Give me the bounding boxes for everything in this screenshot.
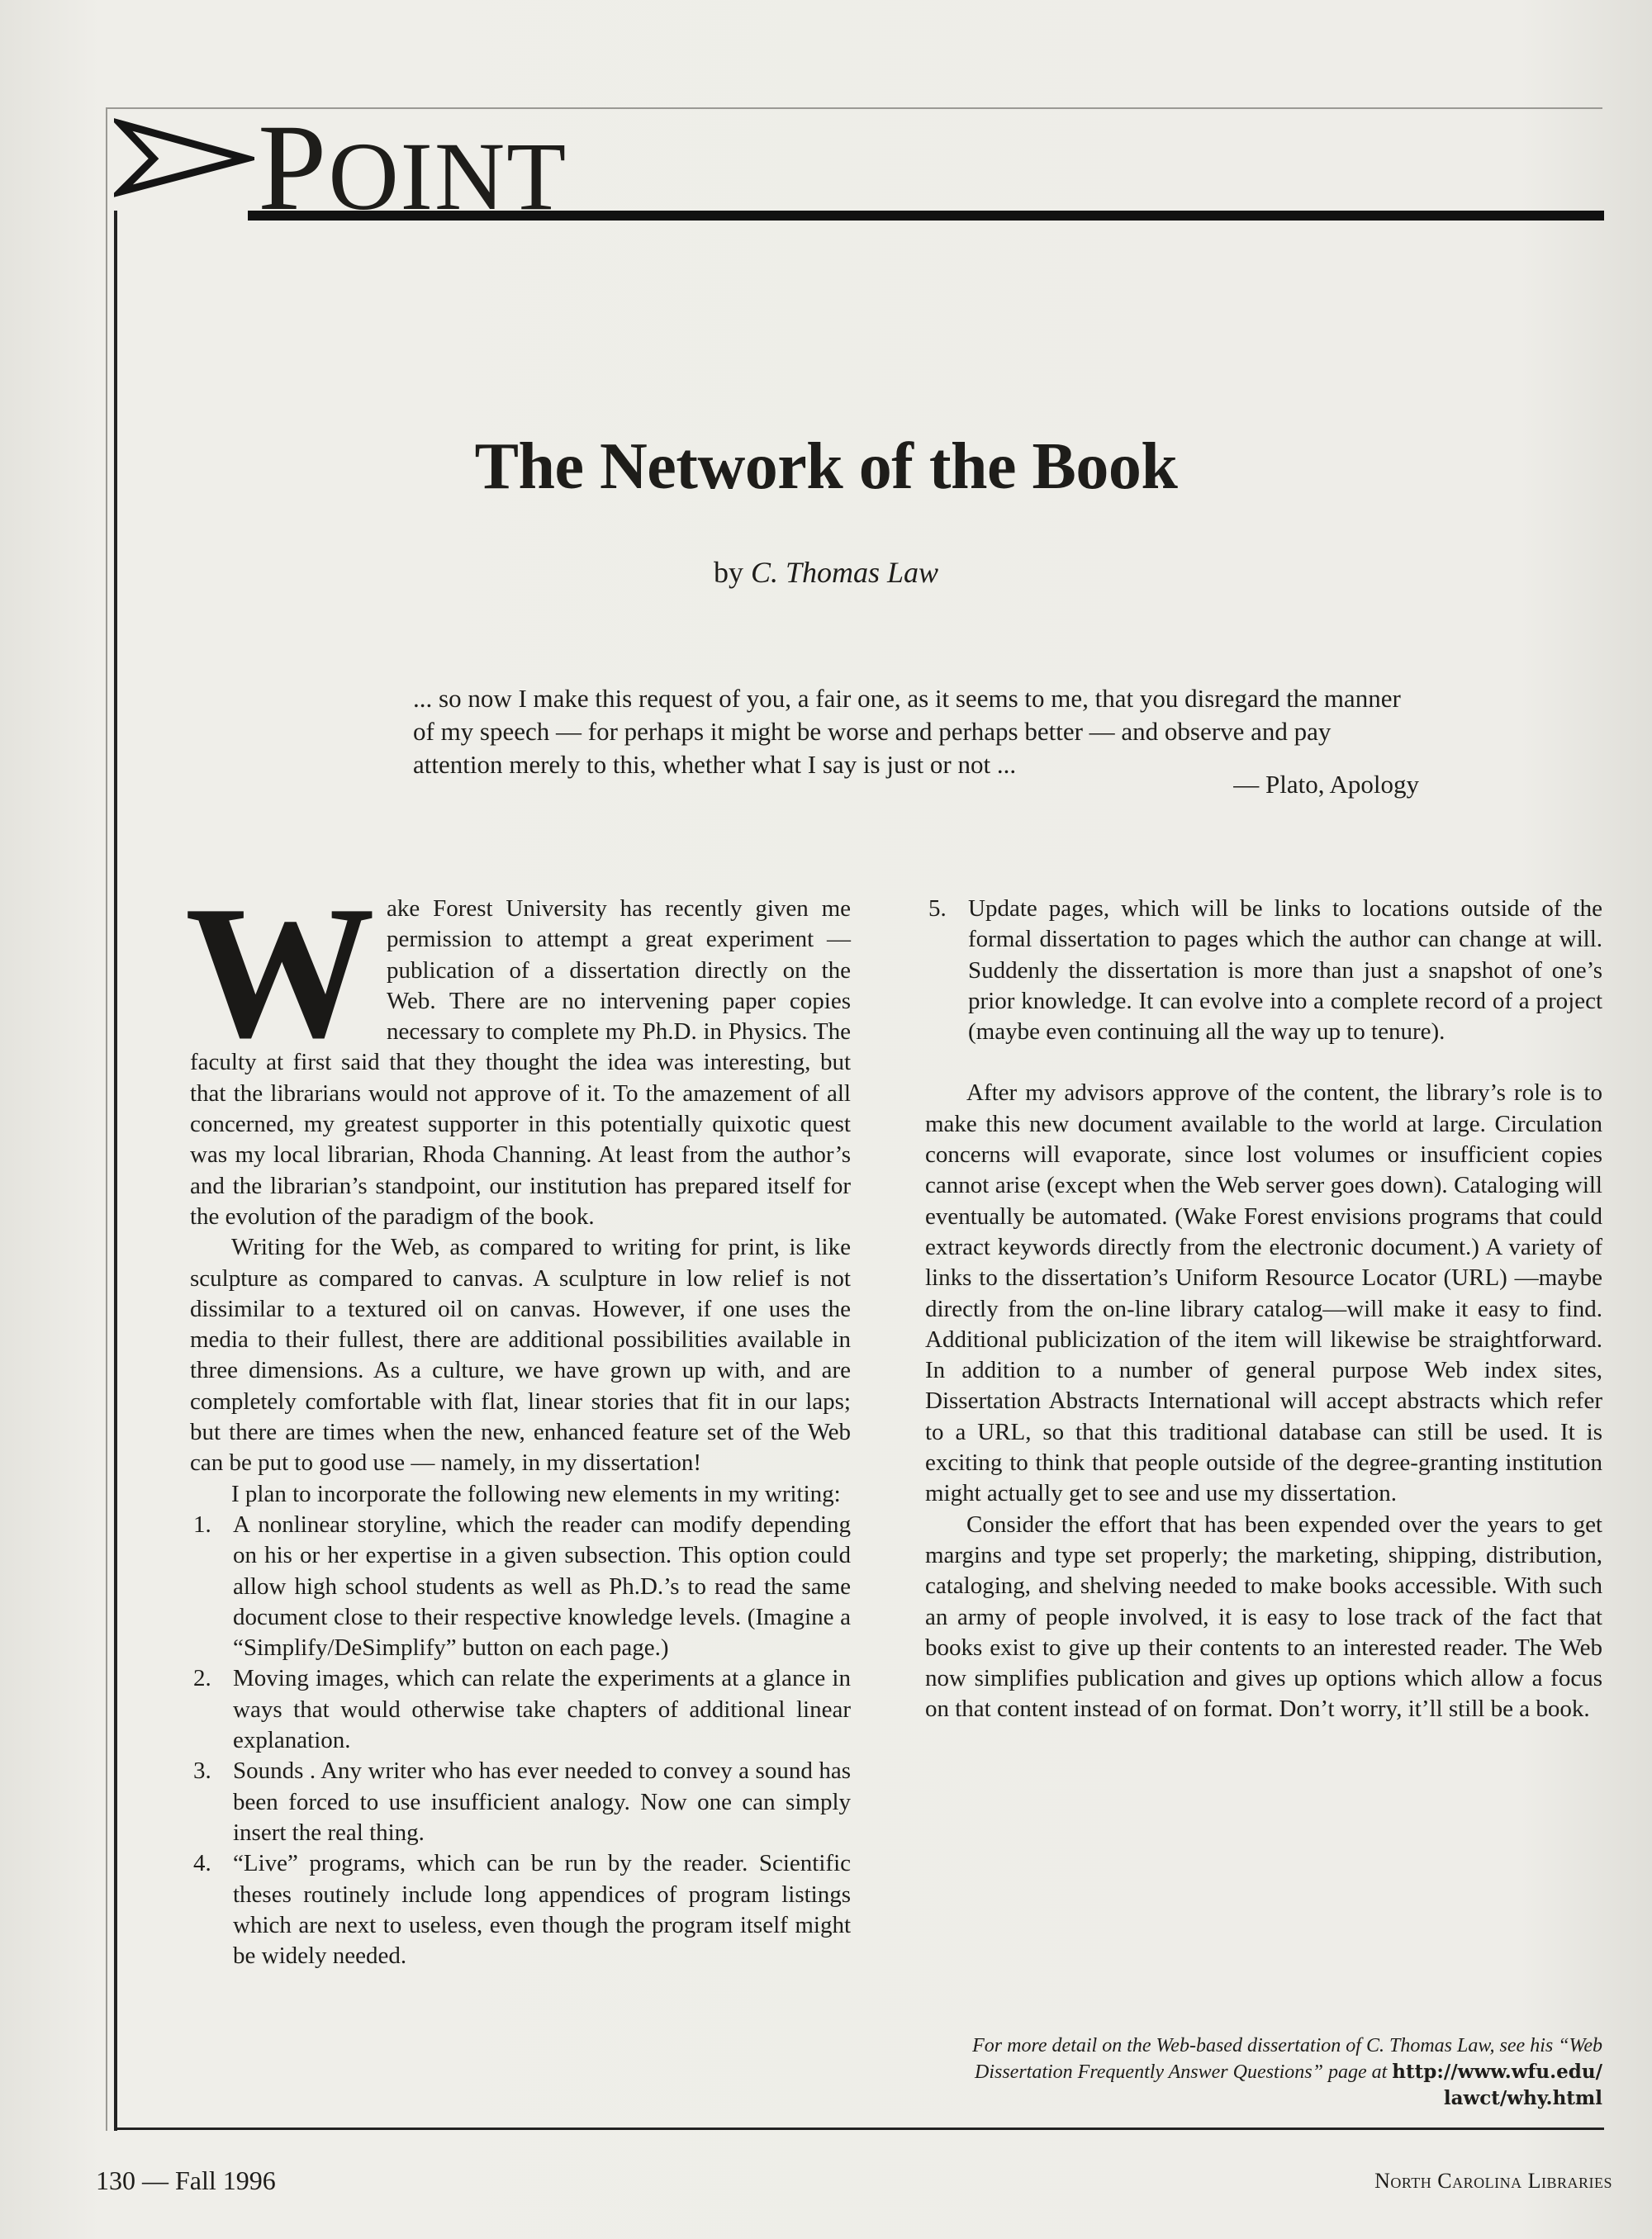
- list-item-number: 1.: [193, 1511, 211, 1538]
- right-column: [925, 894, 1602, 1725]
- list-item-number: 3.: [193, 1758, 211, 1785]
- article-title: The Network of the Book: [474, 430, 1178, 503]
- epigraph-text: ... so now I make this request of you, a fair one, as it seems to me, that you disregard the manner of my speech — for perhaps it might be worse and perhaps better — and observe and pay attention merely to this, whether what I say is just or not ...: [413, 684, 1401, 779]
- body-paragraph-1-text: ake Forest University has recently given me permission to attempt a great experiment —publication of a dissertation directly on the Web. There are no intervening paper copies necessary to complete my Ph.D. in Physics. The faculty at first said that they thought the idea was interesting, but that the librarians would not approve of it. To the amazement of all concerned, my greatest supporter in this potentially quixotic quest was my local librarian, Rhoda Channing. At least from the author’s and the librarian’s standpoint, our institution has prepared itself for the evolution of the paradigm of the book.: [190, 895, 851, 1230]
- footnote-text: For more detail on the Web-based dissertation of C. Thomas Law, see his “Web Dissertation Frequently Answer Questions” page at: [972, 2035, 1602, 2083]
- list-item: [190, 1663, 851, 1756]
- footnote-url-link[interactable]: http://www.wfu.edu/ lawct/why.html: [1392, 2061, 1602, 2109]
- byline-prefix: by: [713, 556, 751, 589]
- list-item: [190, 1510, 851, 1663]
- feature-list: [190, 1510, 851, 1971]
- epigraph: [413, 682, 1419, 781]
- byline: [0, 555, 1652, 590]
- list-item-number: 2.: [193, 1665, 211, 1692]
- drop-cap: W: [185, 866, 375, 1077]
- list-item: [190, 1848, 851, 1971]
- body-paragraph-5: Consider the effort that has been expended over the years to get margins and type set properly; the marketing, shipping, distribution, cataloging, and shelving needed to make books accessible. With such an army of people involved, it is easy to lose track of the fact that books exist to give up their contents to an interested reader. The Web now simplifies publication and gives up options which allow a focus on that content instead of on format. Don’t worry, it’ll still be a book.: [925, 1511, 1602, 1723]
- list-item-text: Update pages, which will be links to locations outside of the formal dissertation to pages which the author can change at will. Suddenly the dissertation is more than just a snapshot of one’s prior knowledge. It can evolve into a complete record of a project (maybe even continuing all the way up to tenure).: [968, 895, 1602, 1046]
- body-paragraph-3: I plan to incorporate the following new elements in my writing:: [231, 1480, 841, 1507]
- body-paragraph-4: After my advisors approve of the content, the library’s role is to make this new document available to the world at large. Circulation concerns will evaporate, since lost volumes or insufficient copies cannot arise (except when the Web server goes down). Cataloging will eventually be automated. (Wake Forest envisions programs that could extract keywords directly from the electronic document.) A variety of links to the dissertation’s Uniform Resource Locator (URL) —maybe directly from the on-line library catalog—will make it easy to find. Additional publicization of the item will likewise be straightforward. In addition to a number of general purpose Web index sites, Dissertation Abstracts International will accept abstracts which refer to a URL, so that this traditional database can still be used. It is exciting to think that people outside of the degree-granting institution might actually get to see and use my dissertation.: [925, 1079, 1602, 1507]
- left-column: [185, 866, 851, 1971]
- list-item-text: Moving images, which can relate the experiments at a glance in ways that would otherwise take chapters of additional linear explanation.: [233, 1665, 851, 1754]
- section-title-text: POINT: [258, 99, 568, 236]
- list-item-number: 5.: [928, 895, 947, 922]
- feature-list-continued: [925, 894, 1602, 1047]
- list-item-text: Sounds . Any writer who has ever needed to convey a sound has been forced to use insufficient analogy. Now one can simply insert the real thing.: [233, 1758, 851, 1846]
- author-name: C. Thomas Law: [750, 556, 939, 589]
- list-item: [190, 1756, 851, 1848]
- article-box-bottom-rule: [114, 2128, 1604, 2130]
- epigraph-attribution: — Plato, Apology: [1233, 770, 1419, 799]
- journal-name: North Carolina Libraries: [1374, 2169, 1612, 2193]
- footnote: [925, 2033, 1602, 2112]
- list-item-number: 4.: [193, 1850, 211, 1877]
- body-paragraph-1: [185, 866, 851, 1232]
- list-item: [925, 894, 1602, 1047]
- section-title: [258, 99, 568, 236]
- page-number-footer: 130 — Fall 1996: [96, 2165, 276, 2195]
- list-item-text: “Live” programs, which can be run by the reader. Scientific theses routinely include long appendices of program listings which are next to useless, even though the program itself might be widely needed.: [233, 1850, 851, 1970]
- body-paragraph-2: Writing for the Web, as compared to writing for print, is like sculpture as compared to canvas. A sculpture in low relief is not dissimilar to a textured oil on canvas. However, if one uses the media to their fullest, there are additional possibilities available in three dimensions. As a culture, we have grown up with, and are completely comfortable with flat, linear stories that fit in our laps; but there are times when the new, enhanced feature set of the Web can be put to good use — namely, in my dissertation!: [190, 1234, 851, 1477]
- journal-name-footer: [1322, 2169, 1612, 2194]
- frame-left-rule: [106, 107, 107, 2131]
- list-item-text: A nonlinear storyline, which the reader can modify depending on his or her expertise in a given subsection. This option could allow high school students as well as Ph.D.’s to read the same document close to their respective knowledge levels. (Imagine a “Simplify/DeSimplify” button on each page.): [233, 1511, 851, 1662]
- arrow-icon: [114, 116, 254, 198]
